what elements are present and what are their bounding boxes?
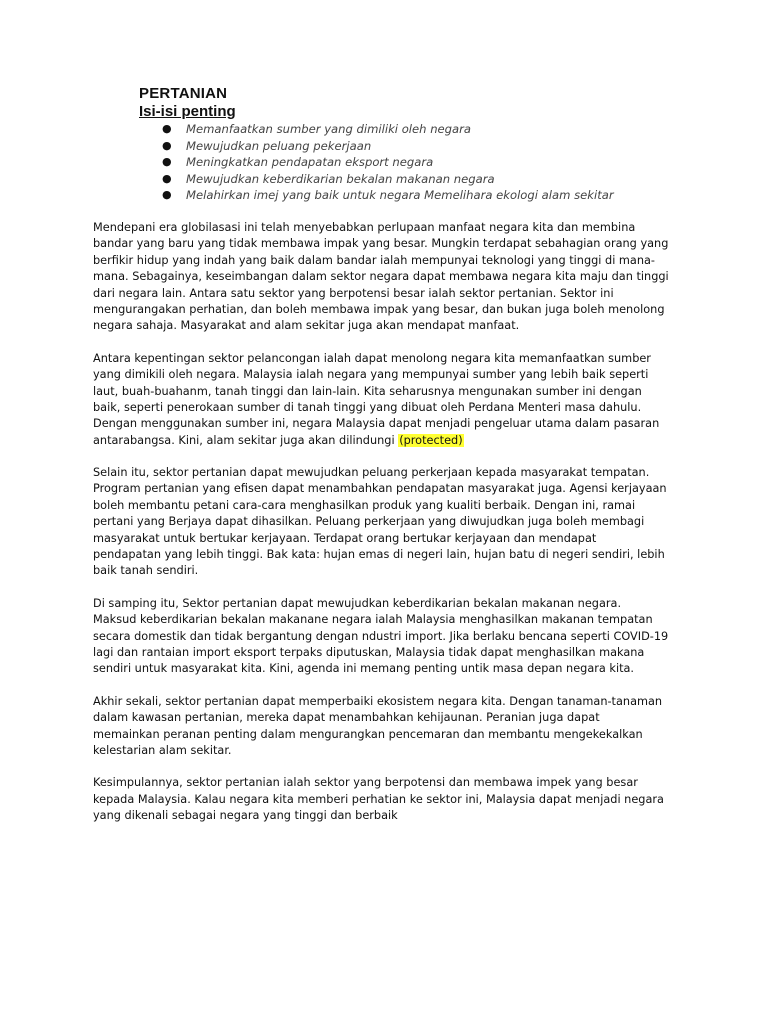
key-points-list <box>162 121 614 204</box>
paragraph-line: Dengan menggunakan sumber ini, negara Malaysia dapat menjadi pengeluar utama dalam pasaran <box>93 417 660 431</box>
paragraph-point-4 <box>93 694 683 760</box>
paragraph-line: yang dimikili oleh negara. Malaysia ialah negara yang mempunyai sumber yang lebih baik seperti <box>93 368 649 382</box>
paragraph-line-with-highlight <box>93 433 683 449</box>
paragraph-line: Akhir sekali, sektor pertanian dapat memperbaiki ekosistem negara kita. Dengan tanaman-tanaman <box>93 694 663 708</box>
paragraph-line: kelestarian alam sekitar. <box>93 743 232 757</box>
paragraph-line: Kesimpulannya, sektor pertanian ialah sektor yang berpotensi dan membawa impek yang besar <box>93 776 638 790</box>
paragraph-line: Program pertanian yang efisen dapat menambahkan pendapatan masyarakat juga. Agensi kerjayaan <box>93 482 667 496</box>
document-title: PERTANIAN <box>139 85 228 102</box>
paragraph-line: Antara kepentingan sektor pelancongan ialah dapat menolong negara kita memanfaatkan sumber <box>93 351 651 365</box>
key-point-text: Meningkatkan pendapatan eksport negara <box>186 155 434 170</box>
key-point-text: Melahirkan imej yang baik untuk negara Memelihara ekologi alam sekitar <box>186 188 614 203</box>
paragraph-line: baik, seperti penerokaan sumber di tanah tinggi yang dibuat oleh Perdana Menteri masa dahulu. <box>93 400 642 414</box>
paragraph-line-text: antarabangsa. Kini, alam sekitar juga akan dilindungi <box>93 433 399 447</box>
paragraph-line: Di samping itu, Sektor pertanian dapat mewujudkan keberdikarian bekalan makanan negara. <box>93 596 622 610</box>
key-point-text: Mewujudkan peluang pekerjaan <box>186 138 372 153</box>
paragraph-line: boleh membantu petani cara-cara menghasilkan produk yang kualiti berbaik. Dengan ini, ramai <box>93 498 636 512</box>
paragraph-line: lagi dan rantaian import eksport terpaks diputuskan, Malaysia tidak dapat menghasilkan makana <box>93 645 645 659</box>
bullet-icon: ● <box>162 188 172 202</box>
paragraph-line: masyarakat untuk bertukar kerjayaan. Terdapat orang bertukar kerjayaan dan mendapat <box>93 531 597 545</box>
key-point-item <box>162 138 614 155</box>
paragraph-line: Selain itu, sektor pertanian dapat mewujudkan peluang perkerjaan kepada masyarakat tempatan. <box>93 466 650 480</box>
paragraph-line: memainkan peranan penting dalam mengurangkan pencemaran dan membantu mengekekalkan <box>93 727 643 741</box>
paragraph-line: pertani yang Berjaya dapat dihasilkan. Peluang perkerjaan yang diwujudkan juga boleh membagi <box>93 515 645 529</box>
paragraph-line: negara sahaja. Masyarakat and alam sekitar juga akan mendapat manfaat. <box>93 319 520 333</box>
paragraph-line: dalam kawasan pertanian, mereka dapat menambahkan kehijaunan. Peranian juga dapat <box>93 711 600 725</box>
paragraph-line: Maksud keberdikarian bekalan makanane negara ialah Malaysia menghasilkan makanan tempatan <box>93 613 653 627</box>
document-body <box>93 220 683 841</box>
paragraph-point-1 <box>93 351 683 449</box>
key-point-item <box>162 154 614 171</box>
key-point-item <box>162 121 614 138</box>
paragraph-point-2 <box>93 465 683 580</box>
paragraph-line: dari negara lain. Antara satu sektor yang berpotensi besar ialah sektor pertanian. Sektor ini <box>93 286 614 300</box>
bullet-icon: ● <box>162 122 172 135</box>
paragraph-line: mengurangakan perhatian, dan boleh membawa impak yang besar, dan bukan juga boleh menolong <box>93 302 665 316</box>
paragraph-line: secara domestik dan tidak bergantung dengan ndustri import. Jika berlaku bencana seperti COVID-19 <box>93 629 669 643</box>
paragraph-line: kepada Malaysia. Kalau negara kita memberi perhatian ke sektor ini, Malaysia dapat menjadi negara <box>93 792 664 806</box>
paragraph-line: yang dikenali sebagai negara yang tinggi dan berbaik <box>93 809 398 823</box>
key-point-item <box>162 171 614 188</box>
highlighted-text: (protected) <box>399 433 463 447</box>
bullet-icon: ● <box>162 155 172 169</box>
paragraph-conclusion <box>93 775 683 824</box>
bullet-icon: ● <box>162 171 172 185</box>
paragraph-line: sendiri untuk masyarakat kita. Kini, agenda ini memang penting untik masa depan negara kita. <box>93 662 635 676</box>
paragraph-point-3 <box>93 596 683 678</box>
paragraph-line: laut, buah-buahanm, tanah tinggi dan lain-lain. Kita seharusnya mengunakan sumber ini dengan <box>93 384 642 398</box>
bullet-icon: ● <box>162 138 172 152</box>
paragraph-line: berfikir hidup yang indah yang baik dalam bandar ialah mempunyai teknologi yang tinggi di mana- <box>93 253 656 267</box>
paragraph-line: mana. Sebagainya, keseimbangan dalam sektor negara dapat membawa negara kita maju dan tinggi <box>93 270 669 284</box>
paragraph-line: bandar yang baru yang tidak membawa impak yang besar. Mungkin terdapat sebahagian orang yang <box>93 237 669 251</box>
paragraph-line: pendapatan yang lebih tinggi. Bak kata: hujan emas di negeri lain, hujan batu di negeri sendiri, lebih <box>93 548 665 562</box>
document-subtitle: Isi-isi penting <box>139 103 236 120</box>
key-point-text: Mewujudkan keberdikarian bekalan makanan negara <box>186 171 495 186</box>
key-point-item <box>162 187 614 204</box>
key-point-text: Memanfaatkan sumber yang dimiliki oleh negara <box>186 122 472 136</box>
paragraph-introduction <box>93 220 683 335</box>
paragraph-line: baik tanah sendiri. <box>93 564 199 578</box>
paragraph-line: Mendepani era globilasasi ini telah menyebabkan perlupaan manfaat negara kita dan membina <box>93 221 636 234</box>
